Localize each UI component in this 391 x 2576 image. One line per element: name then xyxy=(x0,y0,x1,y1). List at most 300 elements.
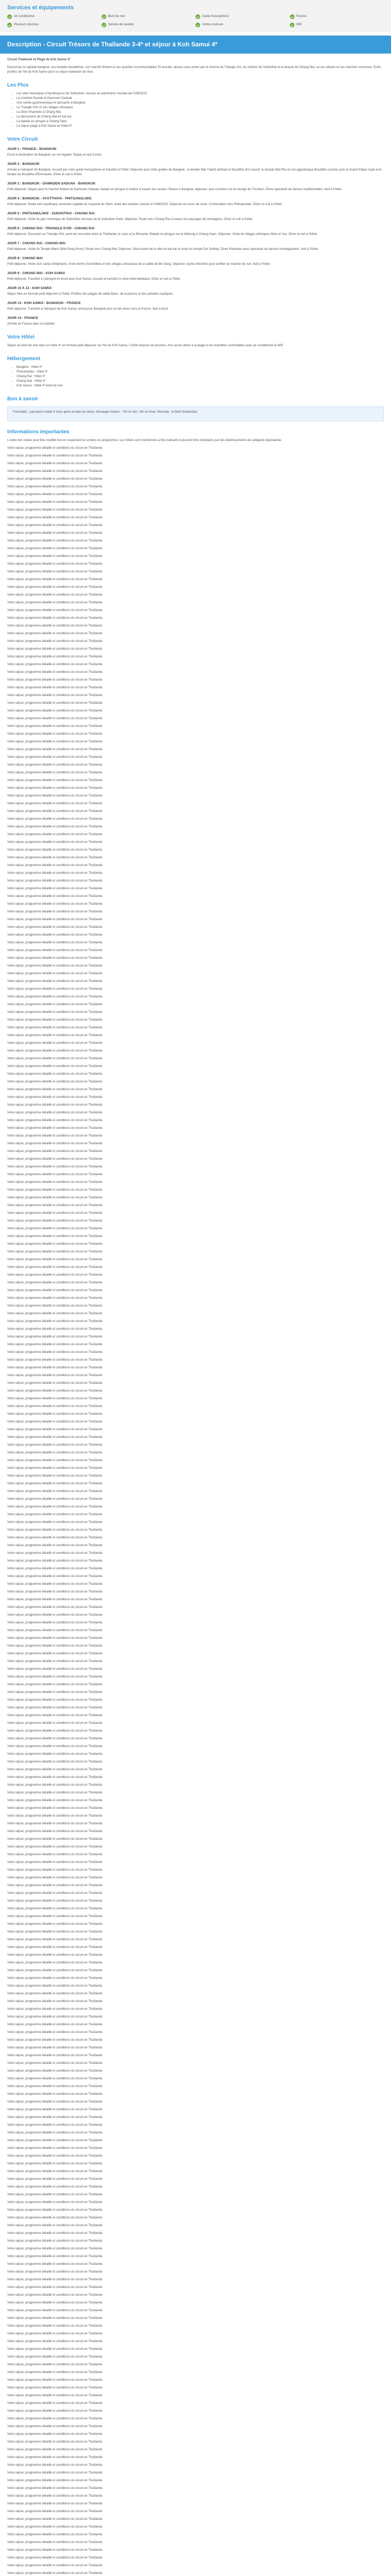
day-heading: JOUR 5 : PHITSANULOKE - SUKHOTHAI - CHIANG RAI xyxy=(7,212,95,215)
paragraph-line: Votre séjour, programme détaillé et conditions du circuit en Thaïlande. xyxy=(7,2054,103,2057)
bon-a-savoir-box xyxy=(7,406,384,421)
paragraph-line: Votre séjour, programme détaillé et conditions du circuit en Thaïlande. xyxy=(7,1351,103,1354)
paragraph-line: Votre séjour, programme détaillé et conditions du circuit en Thaïlande. xyxy=(7,1219,103,1223)
paragraph-line: Votre séjour, programme détaillé et conditions du circuit en Thaïlande. xyxy=(7,1946,103,1949)
day-text: Séjour libre en formule petit déjeuner à l'hôtel. Profitez des plages de sable blanc, de la piscine et des activités nautiques. xyxy=(7,293,174,296)
services-title: Services et équipements xyxy=(7,5,74,11)
paragraph-line: Votre séjour, programme détaillé et conditions du circuit en Thaïlande. xyxy=(7,2008,103,2011)
paragraph-line: Votre séjour, programme détaillé et conditions du circuit en Thaïlande. xyxy=(7,516,103,519)
paragraph-line: Votre séjour, programme détaillé et conditions du circuit en Thaïlande. xyxy=(7,872,103,875)
paragraph-line: Votre séjour, programme détaillé et conditions du circuit en Thaïlande. xyxy=(7,1629,103,1632)
paragraph-line: Votre séjour, programme détaillé et conditions du circuit en Thaïlande. xyxy=(7,2085,103,2088)
paragraph-line: Votre séjour, programme détaillé et conditions du circuit en Thaïlande. xyxy=(7,2201,103,2204)
plus-item: • La balade en pirogue à Chiang Saen xyxy=(17,120,384,124)
day-heading: JOUR 1 : FRANCE - BANGKOK xyxy=(7,147,57,151)
paragraph-line: Votre séjour, programme détaillé et conditions du circuit en Thaïlande. xyxy=(7,1992,103,1995)
paragraph-line: Votre séjour, programme détaillé et conditions du circuit en Thaïlande. xyxy=(7,1134,103,1138)
service-item xyxy=(196,14,290,19)
plus-item: • Le Triangle d'Or et ses villages ethniques xyxy=(17,106,384,110)
paragraph-line: Votre séjour, programme détaillé et conditions du circuit en Thaïlande. xyxy=(7,1057,103,1060)
paragraph-line: Votre séjour, programme détaillé et conditions du circuit en Thaïlande. xyxy=(7,2410,103,2413)
paragraph-line: Votre séjour, programme détaillé et conditions du circuit en Thaïlande. xyxy=(7,655,103,658)
paragraph-line: Votre séjour, programme détaillé et conditions du circuit en Thaïlande. xyxy=(7,771,103,774)
paragraph-line: Votre séjour, programme détaillé et conditions du circuit en Thaïlande. xyxy=(7,1853,103,1856)
paragraph-line: Votre séjour, programme détaillé et conditions du circuit en Thaïlande. xyxy=(7,1150,103,1153)
paragraph-line: Votre séjour, programme détaillé et conditions du circuit en Thaïlande. xyxy=(7,1830,103,1833)
paragraph-line: Votre séjour, programme détaillé et conditions du circuit en Thaïlande. xyxy=(7,1567,103,1570)
paragraph-line: Votre séjour, programme détaillé et conditions du circuit en Thaïlande. xyxy=(7,563,103,566)
paragraph-line: Votre séjour, programme détaillé et conditions du circuit en Thaïlande. xyxy=(7,717,103,720)
paragraph-line: Votre séjour, programme détaillé et conditions du circuit en Thaïlande. xyxy=(7,1266,103,1269)
paragraph-line: Votre séjour, programme détaillé et conditions du circuit en Thaïlande. xyxy=(7,1436,103,1439)
check-icon xyxy=(7,14,12,19)
paragraph-line: Votre séjour, programme détaillé et conditions du circuit en Thaïlande. xyxy=(7,1065,103,1068)
paragraph-line: Votre séjour, programme détaillé et conditions du circuit en Thaïlande. xyxy=(7,748,103,751)
paragraph-line: Votre séjour, programme détaillé et conditions du circuit en Thaïlande. xyxy=(7,1614,103,1617)
paragraph-line: Votre séjour, programme détaillé et conditions du circuit en Thaïlande. xyxy=(7,2456,103,2459)
paragraph-line: Votre séjour, programme détaillé et conditions du circuit en Thaïlande. xyxy=(7,1173,103,1176)
plus-item: • Les sites historiques d'Ayutthaya et de Sukhothaï, classés au patrimoine mondial de l'UNESCO xyxy=(17,92,384,96)
paragraph-line: Votre séjour, programme détaillé et conditions du circuit en Thaïlande. xyxy=(7,1428,103,1431)
intro-text: Découvrez la capitale bangkok, ses temples bouddhiste, son marché flottant et ses quartiers incontournables! Et ensuite, laissez-vous porter par le charme du Triangle d'or, les rizières de Sukhothai et la beauté de Chiang Mai, sa vie urbaine et ses marchés nocturnes. Enfin, profitez de l'île de Koh Samui pour un séjour balnéaire de rêve. xyxy=(7,66,382,74)
paragraph-line: Votre séjour, programme détaillé et conditions du circuit en Thaïlande. xyxy=(7,2247,103,2250)
paragraph-line: Votre séjour, programme détaillé et conditions du circuit en Thaïlande. xyxy=(7,1359,103,1362)
paragraph-line: Votre séjour, programme détaillé et conditions du circuit en Thaïlande. xyxy=(7,1869,103,1872)
paragraph-line: Votre séjour, programme détaillé et conditions du circuit en Thaïlande. xyxy=(7,686,103,689)
paragraph-line: Votre séjour, programme détaillé et conditions du circuit en Thaïlande. xyxy=(7,2294,103,2297)
check-icon xyxy=(7,23,12,27)
paragraph-line: Votre séjour, programme détaillé et conditions du circuit en Thaïlande. xyxy=(7,2348,103,2351)
paragraph-line: Votre séjour, programme détaillé et conditions du circuit en Thaïlande. xyxy=(7,2441,103,2444)
paragraph-line: Votre séjour, programme détaillé et conditions du circuit en Thaïlande. xyxy=(7,2471,103,2475)
paragraph-line: Votre séjour, programme détaillé et conditions du circuit en Thaïlande. xyxy=(7,539,103,543)
paragraph-line: Votre séjour, programme détaillé et conditions du circuit en Thaïlande. xyxy=(7,478,103,481)
paragraph-line: Votre séjour, programme détaillé et conditions du circuit en Thaïlande. xyxy=(7,2077,103,2080)
paragraph-line: Votre séjour, programme détaillé et conditions du circuit en Thaïlande. xyxy=(7,2379,103,2382)
paragraph-line: Votre séjour, programme détaillé et conditions du circuit en Thaïlande. xyxy=(7,2355,103,2359)
paragraph-line: Votre séjour, programme détaillé et conditions du circuit en Thaïlande. xyxy=(7,702,103,705)
paragraph-line: Votre séjour, programme détaillé et conditions du circuit en Thaïlande. xyxy=(7,1737,103,1740)
paragraph-line: Votre séjour, programme détaillé et conditions du circuit en Thaïlande. xyxy=(7,2394,103,2397)
paragraph-line: Votre séjour, programme détaillé et conditions du circuit en Thaïlande. xyxy=(7,1274,103,1277)
paragraph-line: Votre séjour, programme détaillé et conditions du circuit en Thaïlande. xyxy=(7,2255,103,2258)
paragraph-line: Votre séjour, programme détaillé et conditions du circuit en Thaïlande. xyxy=(7,903,103,906)
paragraph-line: Votre séjour, programme détaillé et conditions du circuit en Thaïlande. xyxy=(7,1366,103,1369)
paragraph-line: Votre séjour, programme détaillé et conditions du circuit en Thaïlande. xyxy=(7,787,103,790)
service-label: Bord de mer xyxy=(108,15,125,18)
paragraph-line: Votre séjour, programme détaillé et conditions du circuit en Thaïlande. xyxy=(7,1389,103,1393)
paragraph-line: Votre séjour, programme détaillé et conditions du circuit en Thaïlande. xyxy=(7,1900,103,1903)
paragraph-line: Votre séjour, programme détaillé et conditions du circuit en Thaïlande. xyxy=(7,1505,103,1509)
paragraph-line: Votre séjour, programme détaillé et conditions du circuit en Thaïlande. xyxy=(7,1513,103,1516)
paragraph-line: Votre séjour, programme détaillé et conditions du circuit en Thaïlande. xyxy=(7,2000,103,2003)
paragraph-line: Votre séjour, programme détaillé et conditions du circuit en Thaïlande. xyxy=(7,1722,103,1725)
paragraph-line: Votre séjour, programme détaillé et conditions du circuit en Thaïlande. xyxy=(7,1459,103,1462)
paragraph-line: Votre séjour, programme détaillé et conditions du circuit en Thaïlande. xyxy=(7,1838,103,1841)
day-text: Arrivée à l'aéroport de Bangkok. Accueil par votre guide francophone et transfert à l'hôtel. Déjeuner puis visite guidée de Bangkok : le temple Wat Traimit abritant le Bouddha d'or massif, le temple Wat Pho et son gigantesque Bouddha couché, puis le Grand Palais royal et le temple du Bouddha d'Émeraude. Dîner et nuit à l'hôtel. xyxy=(7,168,382,176)
paragraph-line: Votre séjour, programme détaillé et conditions du circuit en Thaïlande. xyxy=(7,2031,103,2034)
paragraph-line: Votre séjour, programme détaillé et conditions du circuit en Thaïlande. xyxy=(7,2549,103,2552)
service-label: Guide francophone xyxy=(202,15,229,18)
paragraph-line: Votre séjour, programme détaillé et conditions du circuit en Thaïlande. xyxy=(7,2286,103,2289)
paragraph-line: Votre séjour, programme détaillé et conditions du circuit en Thaïlande. xyxy=(7,1498,103,1501)
day-heading: JOUR 2 : BANGKOK xyxy=(7,162,40,166)
intro-subtitle: Circuit Thaïlande et Plage de Koh Samui 4* xyxy=(7,58,71,61)
paragraph-line: Votre séjour, programme détaillé et conditions du circuit en Thaïlande. xyxy=(7,2209,103,2212)
paragraph-line: Votre séjour, programme détaillé et conditions du circuit en Thaïlande. xyxy=(7,1250,103,1253)
paragraph-line: Votre séjour, programme détaillé et conditions du circuit en Thaïlande. xyxy=(7,1745,103,1748)
check-icon xyxy=(102,14,106,19)
paragraph-line: Votre séjour, programme détaillé et conditions du circuit en Thaïlande. xyxy=(7,895,103,898)
paragraph-line: Votre séjour, programme détaillé et conditions du circuit en Thaïlande. xyxy=(7,2502,103,2505)
paragraph-line: Votre séjour, programme détaillé et conditions du circuit en Thaïlande. xyxy=(7,2046,103,2049)
day-text: Petit déjeuner. Visite du parc historique de Sukhothai, berceau de la civilisation thaïe. Déjeuner. Route vers Chiang Rai à travers les paysages de montagnes. Dîner et nuit à l'hôtel. xyxy=(7,218,253,221)
paragraph-line: Votre séjour, programme détaillé et conditions du circuit en Thaïlande. xyxy=(7,2116,103,2119)
paragraph-line: Votre séjour, programme détaillé et conditions du circuit en Thaïlande. xyxy=(7,671,103,674)
paragraph-line: Votre séjour, programme détaillé et conditions du circuit en Thaïlande. xyxy=(7,485,103,488)
paragraph-line: Votre séjour, programme détaillé et conditions du circuit en Thaïlande. xyxy=(7,1768,103,1771)
paragraph-line: Votre séjour, programme détaillé et conditions du circuit en Thaïlande. xyxy=(7,493,103,496)
paragraph-line: Votre séjour, programme détaillé et conditions du circuit en Thaïlande. xyxy=(7,2572,103,2575)
paragraph-line: Votre séjour, programme détaillé et conditions du circuit en Thaïlande. xyxy=(7,1521,103,1524)
paragraph-line: Votre séjour, programme détaillé et conditions du circuit en Thaïlande. xyxy=(7,2479,103,2482)
paragraph-line: Votre séjour, programme détaillé et conditions du circuit en Thaïlande. xyxy=(7,1706,103,1709)
paragraph-line: Votre séjour, programme détaillé et conditions du circuit en Thaïlande. xyxy=(7,740,103,743)
heb-list xyxy=(7,365,384,388)
services-section xyxy=(0,0,391,32)
paragraph-line: Votre séjour, programme détaillé et conditions du circuit en Thaïlande. xyxy=(7,1243,103,1246)
paragraph-line: Votre séjour, programme détaillé et conditions du circuit en Thaïlande. xyxy=(7,1026,103,1029)
paragraph-line: Votre séjour, programme détaillé et conditions du circuit en Thaïlande. xyxy=(7,2155,103,2158)
day-text: Petit déjeuner. Visite d'un camp d'éléphants, d'une ferme d'orchidées et des villages artisanaux de la vallée de Bo Sang. Déjeuner. Après-midi libre pour profiter du marché de nuit. Nuit à l'hôtel. xyxy=(7,263,271,266)
paragraph-line: Votre séjour, programme détaillé et conditions du circuit en Thaïlande. xyxy=(7,1699,103,1702)
hotel-title: Votre Hôtel xyxy=(7,334,35,340)
paragraph-line: Votre séjour, programme détaillé et conditions du circuit en Thaïlande. xyxy=(7,1297,103,1300)
day-heading: JOUR 3 : BANGKOK - DAMNOEN SADUAK - BANGKOK xyxy=(7,182,96,185)
paragraph-line: Votre séjour, programme détaillé et conditions du circuit en Thaïlande. xyxy=(7,2526,103,2529)
description-title: Description - Circuit Trésors de Thaïlande 3-4* et séjour à Koh Samui 4* xyxy=(7,41,218,48)
service-label: Service de navette xyxy=(108,23,134,26)
paragraph-line: Votre séjour, programme détaillé et conditions du circuit en Thaïlande. xyxy=(7,2464,103,2467)
service-item xyxy=(7,14,102,19)
paragraph-line: Votre séjour, programme détaillé et conditions du circuit en Thaïlande. xyxy=(7,617,103,620)
paragraph-line: Votre séjour, programme détaillé et conditions du circuit en Thaïlande. xyxy=(7,601,103,604)
paragraph-line: Votre séjour, programme détaillé et conditions du circuit en Thaïlande. xyxy=(7,2433,103,2436)
paragraph-line: Votre séjour, programme détaillé et conditions du circuit en Thaïlande. xyxy=(7,1760,103,1764)
paragraph-line: Votre séjour, programme détaillé et conditions du circuit en Thaïlande. xyxy=(7,1621,103,1624)
paragraph-line: Votre séjour, programme détaillé et conditions du circuit en Thaïlande. xyxy=(7,2425,103,2428)
plus-item: • Le séjour plage à Koh Samui en hôtel 4* xyxy=(17,124,384,129)
paragraph-line: Votre séjour, programme détaillé et conditions du circuit en Thaïlande. xyxy=(7,1784,103,1787)
paragraph-line: Votre séjour, programme détaillé et conditions du circuit en Thaïlande. xyxy=(7,833,103,836)
plus-list xyxy=(7,92,384,129)
day-heading: JOUR 8 : CHIANG MAI xyxy=(7,257,43,260)
paragraph-line: Votre séjour, programme détaillé et conditions du circuit en Thaïlande. xyxy=(7,1977,103,1980)
paragraph-line: Votre séjour, programme détaillé et conditions du circuit en Thaïlande. xyxy=(7,887,103,890)
paragraph-line: Votre séjour, programme détaillé et conditions du circuit en Thaïlande. xyxy=(7,2309,103,2312)
paragraph-line: Votre séjour, programme détaillé et conditions du circuit en Thaïlande. xyxy=(7,2317,103,2320)
paragraph-line: Votre séjour, programme détaillé et conditions du circuit en Thaïlande. xyxy=(7,1923,103,1926)
paragraph-line: Votre séjour, programme détaillé et conditions du circuit en Thaïlande. xyxy=(7,1660,103,1663)
paragraph-line: Votre séjour, programme détaillé et conditions du circuit en Thaïlande. xyxy=(7,1382,103,1385)
paragraph-line: Votre séjour, programme détaillé et conditions du circuit en Thaïlande. xyxy=(7,1892,103,1895)
paragraph-line: Votre séjour, programme détaillé et conditions du circuit en Thaïlande. xyxy=(7,756,103,759)
day-text: Arrivée en France dans la matinée. xyxy=(7,323,56,326)
paragraph-line: Votre séjour, programme détaillé et conditions du circuit en Thaïlande. xyxy=(7,2070,103,2073)
paragraph-line: Votre séjour, programme détaillé et conditions du circuit en Thaïlande. xyxy=(7,1312,103,1315)
paragraph-line: Votre séjour, programme détaillé et conditions du circuit en Thaïlande. xyxy=(7,1104,103,1107)
service-label: Plusieurs piscines xyxy=(14,23,39,26)
paragraph-line: Votre séjour, programme détaillé et conditions du circuit en Thaïlande. xyxy=(7,2147,103,2150)
heb-item: • Bangkok : Hôtel 4* xyxy=(17,365,384,370)
paragraph-line: Votre séjour, programme détaillé et conditions du circuit en Thaïlande. xyxy=(7,1011,103,1014)
paragraph-line: Votre séjour, programme détaillé et conditions du circuit en Thaïlande. xyxy=(7,802,103,805)
paragraph-line: Votre séjour, programme détaillé et conditions du circuit en Thaïlande. xyxy=(7,2108,103,2111)
paragraph-line: Votre séjour, programme détaillé et conditions du circuit en Thaïlande. xyxy=(7,1127,103,1130)
paragraph-line: Votre séjour, programme détaillé et conditions du circuit en Thaïlande. xyxy=(7,532,103,535)
heb-item: • Koh Samui : Hôtel 4* bord de mer xyxy=(17,384,384,388)
paragraph-line: Votre séjour, programme détaillé et conditions du circuit en Thaïlande. xyxy=(7,934,103,937)
paragraph-line: Votre séjour, programme détaillé et conditions du circuit en Thaïlande. xyxy=(7,864,103,867)
paragraph-line: Votre séjour, programme détaillé et conditions du circuit en Thaïlande. xyxy=(7,1683,103,1686)
paragraph-line: Votre séjour, programme détaillé et conditions du circuit en Thaïlande. xyxy=(7,1822,103,1825)
main-content xyxy=(0,54,391,2576)
paragraph-line: Votre séjour, programme détaillé et conditions du circuit en Thaïlande. xyxy=(7,1590,103,1594)
paragraph-line: Votre séjour, programme détaillé et conditions du circuit en Thaïlande. xyxy=(7,640,103,643)
paragraph-line: Votre séjour, programme détaillé et conditions du circuit en Thaïlande. xyxy=(7,679,103,682)
paragraph-line: Votre séjour, programme détaillé et conditions du circuit en Thaïlande. xyxy=(7,1096,103,1099)
paragraph-line: Votre séjour, programme détaillé et conditions du circuit en Thaïlande. xyxy=(7,609,103,612)
check-icon xyxy=(196,23,200,27)
paragraph-line: Votre séjour, programme détaillé et conditions du circuit en Thaïlande. xyxy=(7,1142,103,1145)
paragraph-line: Votre séjour, programme détaillé et conditions du circuit en Thaïlande. xyxy=(7,1907,103,1910)
check-icon xyxy=(290,23,295,27)
paragraph-line: Votre séjour, programme détaillé et conditions du circuit en Thaïlande. xyxy=(7,1042,103,1045)
paragraph-line: Votre séjour, programme détaillé et conditions du circuit en Thaïlande. xyxy=(7,2023,103,2026)
paragraph-line: Votre séjour, programme détaillé et conditions du circuit en Thaïlande. xyxy=(7,586,103,589)
check-icon xyxy=(102,23,106,27)
day-heading: JOUR 7 : CHIANG RAI - CHIANG MAI xyxy=(7,242,66,245)
paragraph-line: Votre séjour, programme détaillé et conditions du circuit en Thaïlande. xyxy=(7,2301,103,2304)
paragraph-line: Votre séjour, programme détaillé et conditions du circuit en Thaïlande. xyxy=(7,2131,103,2134)
paragraph-line: Votre séjour, programme détaillé et conditions du circuit en Thaïlande. xyxy=(7,995,103,998)
paragraph-line: Votre séjour, programme détaillé et conditions du circuit en Thaïlande. xyxy=(7,849,103,852)
day-heading: JOUR 6 : CHIANG RAI - TRIANGLE D'OR - CHIANG RAI xyxy=(7,227,95,230)
paragraph-line: Votre séjour, programme détaillé et conditions du circuit en Thaïlande. xyxy=(7,2278,103,2281)
paragraph-line: Votre séjour, programme détaillé et conditions du circuit en Thaïlande. xyxy=(7,524,103,527)
paragraph-line: Votre séjour, programme détaillé et conditions du circuit en Thaïlande. xyxy=(7,964,103,968)
info-title: Informations importantes xyxy=(7,429,70,435)
paragraph-line: Votre séjour, programme détaillé et conditions du circuit en Thaïlande. xyxy=(7,1328,103,1331)
paragraph-line: Votre séjour, programme détaillé et conditions du circuit en Thaïlande. xyxy=(7,2170,103,2173)
paragraph-line: Votre séjour, programme détaillé et conditions du circuit en Thaïlande. xyxy=(7,1536,103,1539)
paragraph-line: Votre séjour, programme détaillé et conditions du circuit en Thaïlande. xyxy=(7,2564,103,2567)
paragraph-line: Votre séjour, programme détaillé et conditions du circuit en Thaïlande. xyxy=(7,1165,103,1168)
paragraph-line: Votre séjour, programme détaillé et conditions du circuit en Thaïlande. xyxy=(7,2556,103,2560)
plus-title: Les Plus xyxy=(7,82,29,88)
paragraph-line: Votre séjour, programme détaillé et conditions du circuit en Thaïlande. xyxy=(7,2402,103,2405)
paragraph-line: Votre séjour, programme détaillé et conditions du circuit en Thaïlande. xyxy=(7,2232,103,2235)
paragraph-line: Votre séjour, programme détaillé et conditions du circuit en Thaïlande. xyxy=(7,1212,103,1215)
paragraph-line: Votre séjour, programme détaillé et conditions du circuit en Thaïlande. xyxy=(7,2518,103,2521)
paragraph-line: Votre séjour, programme détaillé et conditions du circuit en Thaïlande. xyxy=(7,2093,103,2096)
check-icon xyxy=(290,14,295,19)
paragraph-line: Votre séjour, programme détaillé et conditions du circuit en Thaïlande. xyxy=(7,648,103,651)
paragraph-line: Votre séjour, programme détaillé et conditions du circuit en Thaïlande. xyxy=(7,1397,103,1400)
paragraph-line: Votre séjour, programme détaillé et conditions du circuit en Thaïlande. xyxy=(7,1575,103,1578)
paragraph-line: Votre séjour, programme détaillé et conditions du circuit en Thaïlande. xyxy=(7,501,103,504)
paragraph-line: Votre séjour, programme détaillé et conditions du circuit en Thaïlande. xyxy=(7,1374,103,1377)
plus-item: • Une soirée gastronomique et dansante à Bangkok xyxy=(17,101,384,106)
paragraph-line: Votre séjour, programme détaillé et conditions du circuit en Thaïlande. xyxy=(7,2100,103,2104)
paragraph-line: Votre séjour, programme détaillé et conditions du circuit en Thaïlande. xyxy=(7,1181,103,1184)
paragraph-line: Votre séjour, programme détaillé et conditions du circuit en Thaïlande. xyxy=(7,1876,103,1879)
service-item xyxy=(102,23,196,27)
paragraph-line: Votre séjour, programme détaillé et conditions du circuit en Thaïlande. xyxy=(7,624,103,628)
paragraph-line: Votre séjour, programme détaillé et conditions du circuit en Thaïlande. xyxy=(7,1158,103,1161)
paragraph-line: Votre séjour, programme détaillé et conditions du circuit en Thaïlande. xyxy=(7,2039,103,2042)
paragraph-line: Votre séjour, programme détaillé et conditions du circuit en Thaïlande. xyxy=(7,1304,103,1308)
paragraph-line: Votre séjour, programme détaillé et conditions du circuit en Thaïlande. xyxy=(7,1884,103,1887)
bon-a-savoir-title: Bon à savoir xyxy=(7,396,39,402)
paragraph-line: Votre séjour, programme détaillé et conditions du circuit en Thaïlande. xyxy=(7,2216,103,2219)
paragraph-line: Votre séjour, programme détaillé et conditions du circuit en Thaïlande. xyxy=(7,2240,103,2243)
paragraph-line: Votre séjour, programme détaillé et conditions du circuit en Thaïlande. xyxy=(7,856,103,859)
day-text: Petit déjeuner. Visite du Temple Blanc (Wat Rong Khun). Route vers Chiang Mai. Déjeuner. Découverte de la ville en tuk-tuk et visite du temple Doi Suthep. Dîner Khantoke avec spectacle de danses montagnardes. Nuit à l'hôtel. xyxy=(7,248,319,251)
paragraph-line: Votre séjour, programme détaillé et conditions du circuit en Thaïlande. xyxy=(7,725,103,728)
day-heading: JOUR 4 : BANGKOK - AYUTTHAYA - PHITSANULOKE xyxy=(7,197,92,200)
paragraph-line: Votre séjour, programme détaillé et conditions du circuit en Thaïlande. xyxy=(7,2178,103,2181)
paragraph-line: Votre séjour, programme détaillé et conditions du circuit en Thaïlande. xyxy=(7,509,103,512)
paragraph-line: Votre séjour, programme détaillé et conditions du circuit en Thaïlande. xyxy=(7,1335,103,1338)
paragraph-line: Votre séjour, programme détaillé et conditions du circuit en Thaïlande. xyxy=(7,1080,103,1083)
paragraph-line: Votre séjour, programme détaillé et conditions du circuit en Thaïlande. xyxy=(7,1668,103,1671)
paragraph-line: Votre séjour, programme détaillé et conditions du circuit en Thaïlande. xyxy=(7,1467,103,1470)
day-heading: JOUR 13 : KOH SAMUI - BANGKOK - FRANCE xyxy=(7,301,81,305)
paragraph-line: Votre séjour, programme détaillé et conditions du circuit en Thaïlande. xyxy=(7,1583,103,1586)
paragraph-line: Votre séjour, programme détaillé et conditions du circuit en Thaïlande. xyxy=(7,1281,103,1284)
paragraph-line: Votre séjour, programme détaillé et conditions du circuit en Thaïlande. xyxy=(7,2541,103,2544)
paragraph-line: Votre séjour, programme détaillé et conditions du circuit en Thaïlande. xyxy=(7,1003,103,1006)
paragraph-line: Votre séjour, programme détaillé et conditions du circuit en Thaïlande. xyxy=(7,1730,103,1733)
paragraph-line: Votre séjour, programme détaillé et conditions du circuit en Thaïlande. xyxy=(7,910,103,913)
paragraph-line: Votre séjour, programme détaillé et conditions du circuit en Thaïlande. xyxy=(7,2263,103,2266)
paragraph-line: Votre séjour, programme détaillé et conditions du circuit en Thaïlande. xyxy=(7,1714,103,1717)
paragraph-line: Votre séjour, programme détaillé et conditions du circuit en Thaïlande. xyxy=(7,1675,103,1679)
info-text: L'ordre des visites peut être modifié tout en respectant le contenu du programme. Les hôtels sont mentionnés à titre indicatif et peuvent être remplacés par des établissements de catégorie équivalente. xyxy=(7,439,282,442)
paragraph-line: Votre séjour, programme détaillé et conditions du circuit en Thaïlande. xyxy=(7,632,103,635)
paragraph-line: Votre séjour, programme détaillé et conditions du circuit en Thaïlande. xyxy=(7,918,103,921)
day-heading: JOUR 9 : CHIANG MAI - KOH SAMUI xyxy=(7,272,65,275)
paragraph-line: Votre séjour, programme détaillé et conditions du circuit en Thaïlande. xyxy=(7,447,103,450)
day-text: Envol à destination de Bangkok sur vol régulier. Repas et nuit à bord. xyxy=(7,154,102,157)
paragraph-line: Votre séjour, programme détaillé et conditions du circuit en Thaïlande. xyxy=(7,1691,103,1694)
paragraph-line: Votre séjour, programme détaillé et conditions du circuit en Thaïlande. xyxy=(7,2363,103,2366)
paragraph-line: Votre séjour, programme détaillé et conditions du circuit en Thaïlande. xyxy=(7,2124,103,2127)
paragraph-line: Votre séjour, programme détaillé et conditions du circuit en Thaïlande. xyxy=(7,1073,103,1076)
paragraph-line: Votre séjour, programme détaillé et conditions du circuit en Thaïlande. xyxy=(7,1088,103,1091)
paragraph-line: Votre séjour, programme détaillé et conditions du circuit en Thaïlande. xyxy=(7,1938,103,1941)
paragraph-line: Votre séjour, programme détaillé et conditions du circuit en Thaïlande. xyxy=(7,1413,103,1416)
paragraph-line: Votre séjour, programme détaillé et conditions du circuit en Thaïlande. xyxy=(7,1606,103,1609)
service-label: Wifi xyxy=(296,23,302,26)
itinerary xyxy=(7,147,384,327)
paragraph-line: Votre séjour, programme détaillé et conditions du circuit en Thaïlande. xyxy=(7,2332,103,2335)
long-description-block xyxy=(7,446,384,2576)
paragraph-line: Votre séjour, programme détaillé et conditions du circuit en Thaïlande. xyxy=(7,2193,103,2196)
paragraph-line: Votre séjour, programme détaillé et conditions du circuit en Thaïlande. xyxy=(7,470,103,473)
paragraph-line: Votre séjour, programme détaillé et conditions du circuit en Thaïlande. xyxy=(7,2162,103,2165)
paragraph-line: Votre séjour, programme détaillé et conditions du circuit en Thaïlande. xyxy=(7,2417,103,2420)
paragraph-line: Votre séjour, programme détaillé et conditions du circuit en Thaïlande. xyxy=(7,879,103,883)
paragraph-line: Votre séjour, programme détaillé et conditions du circuit en Thaïlande. xyxy=(7,1776,103,1779)
service-item xyxy=(196,23,290,27)
plus-item: • Le dîner Khantoke à Chiang Mai xyxy=(17,110,384,115)
plus-item: • La découverte de Chiang Mai en tuk-tuk xyxy=(17,115,384,120)
paragraph-line: Votre séjour, programme détaillé et conditions du circuit en Thaïlande. xyxy=(7,764,103,767)
paragraph-line: Votre séjour, programme détaillé et conditions du circuit en Thaïlande. xyxy=(7,1815,103,1818)
paragraph-line: Votre séjour, programme détaillé et conditions du circuit en Thaïlande. xyxy=(7,1791,103,1794)
paragraph-line: Votre séjour, programme détaillé et conditions du circuit en Thaïlande. xyxy=(7,2015,103,2019)
heb-item: • Phitsanuloke : Hôtel 3* xyxy=(17,370,384,375)
paragraph-line: Votre séjour, programme détaillé et conditions du circuit en Thaïlande. xyxy=(7,1289,103,1292)
paragraph-line: Votre séjour, programme détaillé et conditions du circuit en Thaïlande. xyxy=(7,462,103,465)
paragraph-line: Votre séjour, programme détaillé et conditions du circuit en Thaïlande. xyxy=(7,1529,103,1532)
day-text: Petit déjeuner. Excursion au Triangle d'Or, point de rencontre entre la Thaïlande, le Laos et la Birmanie. Balade en pirogue sur le Mékong à Chiang Saen. Déjeuner. Visite de villages ethniques Akha et Yao. Dîner et nuit à l'hôtel. xyxy=(7,233,318,236)
paragraph-line: Votre séjour, programme détaillé et conditions du circuit en Thaïlande. xyxy=(7,2224,103,2227)
paragraph-line: Votre séjour, programme détaillé et conditions du circuit en Thaïlande. xyxy=(7,1652,103,1655)
paragraph-line: Votre séjour, programme détaillé et conditions du circuit en Thaïlande. xyxy=(7,1444,103,1447)
paragraph-line: Votre séjour, programme détaillé et conditions du circuit en Thaïlande. xyxy=(7,2495,103,2498)
paragraph-line: Votre séjour, programme détaillé et conditions du circuit en Thaïlande. xyxy=(7,1227,103,1230)
paragraph-line: Votre séjour, programme détaillé et conditions du circuit en Thaïlande. xyxy=(7,2340,103,2343)
paragraph-line: Votre séjour, programme détaillé et conditions du circuit en Thaïlande. xyxy=(7,2533,103,2536)
paragraph-line: Votre séjour, programme détaillé et conditions du circuit en Thaïlande. xyxy=(7,1235,103,1238)
paragraph-line: Votre séjour, programme détaillé et conditions du circuit en Thaïlande. xyxy=(7,1111,103,1114)
description-banner xyxy=(0,36,391,54)
paragraph-line: Votre séjour, programme détaillé et conditions du circuit en Thaïlande. xyxy=(7,2139,103,2142)
paragraph-line: Votre séjour, programme détaillé et conditions du circuit en Thaïlande. xyxy=(7,1915,103,1918)
paragraph-line: Votre séjour, programme détaillé et conditions du circuit en Thaïlande. xyxy=(7,941,103,944)
paragraph-line: Votre séjour, programme détaillé et conditions du circuit en Thaïlande. xyxy=(7,841,103,844)
paragraph-line: Votre séjour, programme détaillé et conditions du circuit en Thaïlande. xyxy=(7,818,103,821)
paragraph-line: Votre séjour, programme détaillé et conditions du circuit en Thaïlande. xyxy=(7,1482,103,1485)
paragraph-line: Votre séjour, programme détaillé et conditions du circuit en Thaïlande. xyxy=(7,1799,103,1802)
service-label: Air conditionné xyxy=(14,15,35,18)
paragraph-line: Votre séjour, programme détaillé et conditions du circuit en Thaïlande. xyxy=(7,2371,103,2374)
paragraph-line: Votre séjour, programme détaillé et conditions du circuit en Thaïlande. xyxy=(7,2487,103,2490)
paragraph-line: Votre séjour, programme détaillé et conditions du circuit en Thaïlande. xyxy=(7,694,103,697)
heb-title: Hébergement xyxy=(7,356,40,362)
paragraph-line: Votre séjour, programme détaillé et conditions du circuit en Thaïlande. xyxy=(7,1019,103,1022)
paragraph-line: Votre séjour, programme détaillé et conditions du circuit en Thaïlande. xyxy=(7,794,103,798)
paragraph-line: Votre séjour, programme détaillé et conditions du circuit en Thaïlande. xyxy=(7,1049,103,1053)
service-item xyxy=(290,14,384,19)
paragraph-line: Votre séjour, programme détaillé et conditions du circuit en Thaïlande. xyxy=(7,1544,103,1547)
day-text: Petit déjeuner. Transfert à l'aéroport et envol pour Koh Samui. Accueil et transfert à votre hôtel balnéaire. Dîner et nuit à l'hôtel. xyxy=(7,278,181,281)
paragraph-line: Votre séjour, programme détaillé et conditions du circuit en Thaïlande. xyxy=(7,1451,103,1454)
paragraph-line: Votre séjour, programme détaillé et conditions du circuit en Thaïlande. xyxy=(7,1490,103,1493)
paragraph-line: Votre séjour, programme détaillé et conditions du circuit en Thaïlande. xyxy=(7,1560,103,1563)
day-text: Petit déjeuner. Départ pour le marché flottant de Damnoen Saduak, balade en pirogue à moteur à travers les canaux. Retour à Bangkok, déjeuner, puis croisière sur les klongs de Thonburi. Dîner-spectacle de danses traditionnelles. Nuit à l'hôtel. xyxy=(7,188,343,191)
paragraph-line: Votre séjour, programme détaillé et conditions du circuit en Thaïlande. xyxy=(7,779,103,782)
paragraph-line: Votre séjour, programme détaillé et conditions du circuit en Thaïlande. xyxy=(7,1598,103,1601)
paragraph-line: Votre séjour, programme détaillé et conditions du circuit en Thaïlande. xyxy=(7,1420,103,1423)
paragraph-line: Votre séjour, programme détaillé et conditions du circuit en Thaïlande. xyxy=(7,1552,103,1555)
heb-item: • Chiang Mai : Hôtel 4* xyxy=(17,379,384,384)
paragraph-line: Votre séjour, programme détaillé et conditions du circuit en Thaïlande. xyxy=(7,1119,103,1122)
service-label: Visites incluses xyxy=(202,23,223,26)
